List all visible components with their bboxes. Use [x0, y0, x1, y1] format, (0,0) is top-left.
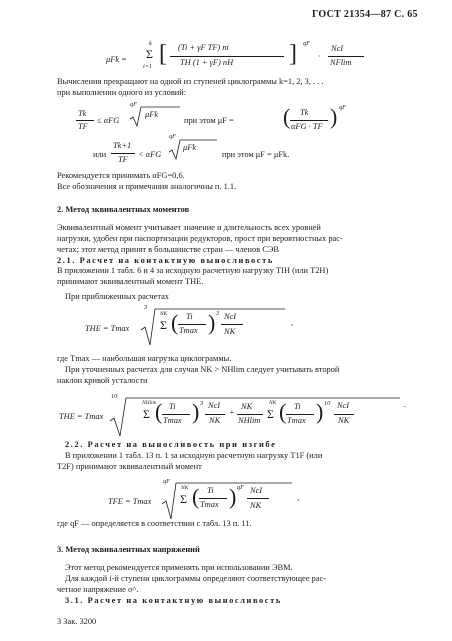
ratio-denominator: NFlim — [330, 58, 352, 67]
fraction-numerator: NK — [241, 402, 253, 411]
ratio-denominator: NK — [250, 501, 262, 510]
sum-sign: Σ — [146, 47, 153, 61]
paragraph-line: при выполнении одного из условий: — [57, 88, 187, 97]
subsection-2-1-title: 2.1. Расчет на контактную выносливость — [57, 256, 274, 265]
left-paren: ( — [155, 399, 163, 424]
root-body: μFk — [145, 110, 159, 119]
fraction-bar — [162, 414, 190, 415]
page-header: ГОСТ 21354—87 С. 65 — [312, 9, 418, 20]
left-bracket: [ — [159, 41, 167, 67]
right-bracket: ] — [289, 41, 297, 67]
paragraph-line: В приложении 1 табл. 6 и 4 за исходную расчетную нагрузку TIH (или T2H) — [57, 266, 329, 275]
right-paren: ) — [192, 399, 200, 424]
root-body: μFk — [183, 143, 197, 152]
subsection-2-2-title: 2.2. Расчет на выносливость при изгибе — [65, 440, 277, 449]
formula-lhs: TFE = Tmax — [108, 497, 152, 506]
paragraph-line: При приближенных расчетах — [65, 292, 169, 301]
ratio-numerator: NcI — [208, 401, 221, 410]
notes-line: Все обозначения и примечания аналогичны п. 1.1. — [57, 182, 237, 191]
sum-upper-limit: NK — [269, 400, 277, 406]
cond-text: при этом μF = μFk. — [222, 150, 290, 159]
sum-upper-limit: k — [149, 40, 152, 47]
ratio-bar — [328, 56, 364, 57]
cond-numerator: Tk+1 — [113, 141, 132, 150]
root-index: 3 — [144, 304, 148, 311]
paragraph-line: T2F) принимают эквивалентный момент — [57, 462, 202, 471]
sum-upper-limit: NK — [181, 485, 189, 491]
paragraph-line: Для каждой i-й ступени циклограммы определяют соответствующее рас- — [65, 574, 327, 583]
right-paren: ) — [330, 104, 338, 129]
power-exponent: qF — [303, 40, 310, 47]
ratio-bar — [334, 414, 354, 415]
cond-fraction-bar — [76, 120, 94, 121]
ratio-bar — [221, 324, 243, 325]
formula-comma: , — [297, 493, 300, 502]
fraction-denominator: TH (1 + γF) nH — [180, 58, 234, 67]
paren-numerator: Tk — [300, 108, 309, 117]
root-index: qF — [169, 133, 176, 140]
paragraph-line: четах; этот метод принят в большинстве стран — членов СЭВ — [57, 245, 279, 254]
cond-relation: ≤ αFG — [97, 116, 120, 125]
root-index: qF — [163, 478, 170, 485]
left-paren: ( — [192, 484, 200, 509]
paren-denominator: αFG · TF — [291, 122, 323, 131]
fraction-numerator: (Ti + γF TF) ni — [178, 43, 229, 52]
sum-sign: Σ — [160, 318, 167, 332]
power-exponent: qF — [237, 484, 244, 491]
ratio-numerator: NcI — [331, 44, 344, 53]
fraction-bar — [237, 414, 263, 415]
formula-lhs: THE = Tmax — [85, 324, 130, 333]
paren-fraction-bar — [290, 120, 328, 121]
or-word: или — [93, 150, 107, 159]
cond-fraction-bar — [111, 153, 135, 154]
sum-sign: Σ — [267, 407, 274, 421]
paragraph-line: Этот метод рекомендуется применять при использовании ЭВМ. — [65, 563, 293, 572]
fraction-numerator: Ti — [207, 486, 214, 495]
paragraph-line: Эквивалентный момент учитывает значение и длительность всех уровней — [57, 223, 321, 232]
ratio-numerator: NcI — [250, 486, 263, 495]
ratio-denominator: NK — [209, 416, 221, 425]
power-exponent: 10 — [324, 400, 331, 407]
paragraph-line: В приложении 1 табл. 13 п. 1 за исходную расчетную нагрузку T1F (или — [65, 451, 323, 460]
fraction-denominator: Tmax — [179, 326, 198, 335]
ratio-numerator: NcI — [337, 401, 350, 410]
root-index: qF — [130, 101, 137, 108]
plus-sign: + — [229, 408, 235, 417]
formula-lhs: μFk = — [106, 55, 127, 64]
paragraph-line: где Tmax — наибольшая нагрузка циклограммы. — [57, 354, 232, 363]
paragraph-line: где qF — определяется в соответствии с табл. 13 п. 11. — [57, 519, 252, 528]
multiplication-dot: · — [318, 52, 321, 61]
left-paren: ( — [171, 310, 179, 335]
formula-comma: , — [291, 318, 294, 327]
right-paren: ) — [316, 399, 324, 424]
fraction-bar — [178, 324, 206, 325]
paragraph-line: Вычисления прекращают на одной из ступеней циклограммы k=1, 2, 3, . . . — [57, 77, 324, 86]
fraction-denominator: Tmax — [287, 416, 306, 425]
power-exponent: 3 — [200, 400, 204, 407]
right-paren: ) — [208, 310, 216, 335]
ratio-bar — [205, 414, 225, 415]
fraction-bar — [199, 498, 227, 499]
ratio-denominator: NK — [224, 327, 236, 336]
ratio-bar — [247, 498, 269, 499]
left-paren: ( — [279, 399, 287, 424]
fraction-numerator: Ti — [169, 402, 176, 411]
paragraph-line: нагрузки, удобен при паспортизации редукторов, прост при вероятностных рас- — [57, 234, 343, 243]
ratio-denominator: NK — [338, 416, 350, 425]
fraction-numerator: Ti — [294, 402, 301, 411]
subsection-3-1-title: 3.1. Расчет на контактную выносливость — [65, 596, 282, 605]
left-paren: ( — [283, 104, 291, 129]
cond-text: при этом μF = — [184, 116, 234, 125]
page-footer: 3 Зак. 3200 — [57, 617, 97, 626]
cond-numerator: Tk — [78, 109, 87, 118]
formula-period: . — [404, 400, 407, 409]
fraction-bar — [170, 56, 284, 57]
root-index: 10 — [111, 393, 118, 400]
section-2-title: 2. Метод эквивалентных моментов — [57, 205, 190, 214]
fraction-bar — [286, 414, 314, 415]
formula-lhs: THE = Tmax — [59, 412, 104, 421]
section-3-title: 3. Метод эквивалентных напряжений — [57, 545, 200, 554]
paragraph-line: принимают эквивалентный момент THE. — [57, 277, 204, 286]
fraction-denominator: Tmax — [200, 500, 219, 509]
paragraph-line: При уточненных расчетах для случая NK > NHlim следует учитывать второй — [65, 365, 340, 374]
fraction-denominator: Tmax — [163, 416, 182, 425]
ratio-numerator: NcI — [224, 312, 237, 321]
power-exponent: 3 — [216, 310, 220, 317]
sum-sign: Σ — [180, 492, 187, 506]
cond-denominator: TF — [78, 122, 88, 131]
sum-sign: Σ — [143, 407, 150, 421]
sum-upper-limit: NK — [160, 311, 168, 317]
power-exponent: qF — [339, 104, 346, 111]
paragraph-line: четное напряжение σ^. — [57, 585, 139, 594]
sum-lower-limit: i=1 — [143, 63, 152, 70]
fraction-denominator: NHlim — [238, 416, 261, 425]
sum-upper-limit: NHlim — [142, 400, 157, 406]
recommendation: Рекомендуется принимать αFG=0,6. — [57, 171, 185, 180]
right-paren: ) — [229, 484, 237, 509]
cond-relation: < αFG — [138, 150, 162, 159]
paragraph-line: наклон кривой усталости — [57, 376, 148, 385]
cond-denominator: TF — [118, 155, 128, 164]
fraction-numerator: Ti — [186, 312, 193, 321]
